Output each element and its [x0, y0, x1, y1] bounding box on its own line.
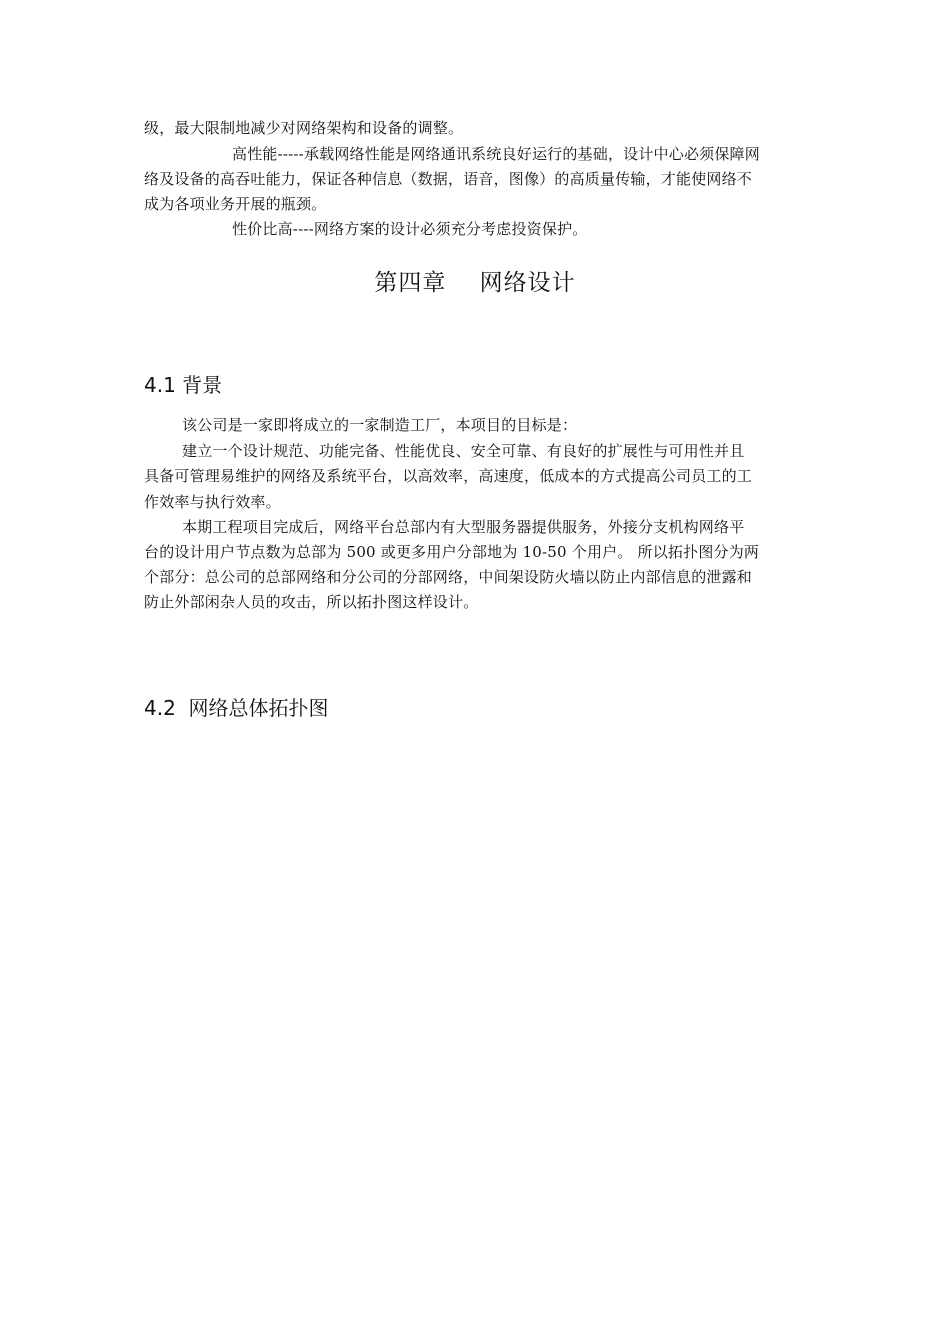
section-heading-4-2: 4.2 网络总体拓扑图 — [144, 696, 329, 720]
section-4-1-line-8: 防止外部闲杂人员的攻击，所以拓扑图这样设计。 — [144, 593, 479, 611]
section-heading-4-1: 4.1 背景 — [144, 373, 223, 397]
intro-line-3: 络及设备的高吞吐能力，保证各种信息（数据，语音，图像）的高质量传输，才能使网络不 — [144, 170, 753, 188]
section-4-1-line-1: 该公司是一家即将成立的一家制造工厂，本项目的目标是： — [182, 416, 578, 434]
section-4-1-line-3: 具备可管理易维护的网络及系统平台，以高效率，高速度，低成本的方式提高公司员工的工 — [144, 467, 753, 485]
section-4-1-line-6: 台的设计用户节点数为总部为 500 或更多用户分部地为 10-50 个用户。 所以拓扑图分为两 — [144, 543, 760, 561]
section-4-1-line-2: 建立一个设计规范、功能完备、性能优良、安全可靠、有良好的扩展性与可用性并且 — [182, 442, 745, 460]
intro-line-1: 级，最大限制地减少对网络架构和设备的调整。 — [144, 119, 464, 137]
intro-line-5: 性价比高----网络方案的设计必须充分考虑投资保护。 — [232, 220, 588, 238]
section-4-1-line-5: 本期工程项目完成后，网络平台总部内有大型服务器提供服务，外接分支机构网络平 — [182, 518, 745, 536]
intro-line-2: 高性能-----承载网络性能是网络通讯系统良好运行的基础，设计中心必须保障网 — [232, 145, 760, 163]
chapter-title: 第四章 网络设计 — [374, 270, 576, 296]
section-4-1-line-4: 作效率与执行效率。 — [144, 493, 281, 511]
intro-line-4: 成为各项业务开展的瓶颈。 — [144, 195, 327, 213]
section-4-1-line-7: 个部分：总公司的总部网络和分公司的分部网络，中间架设防火墙以防止内部信息的泄露和 — [144, 568, 753, 586]
